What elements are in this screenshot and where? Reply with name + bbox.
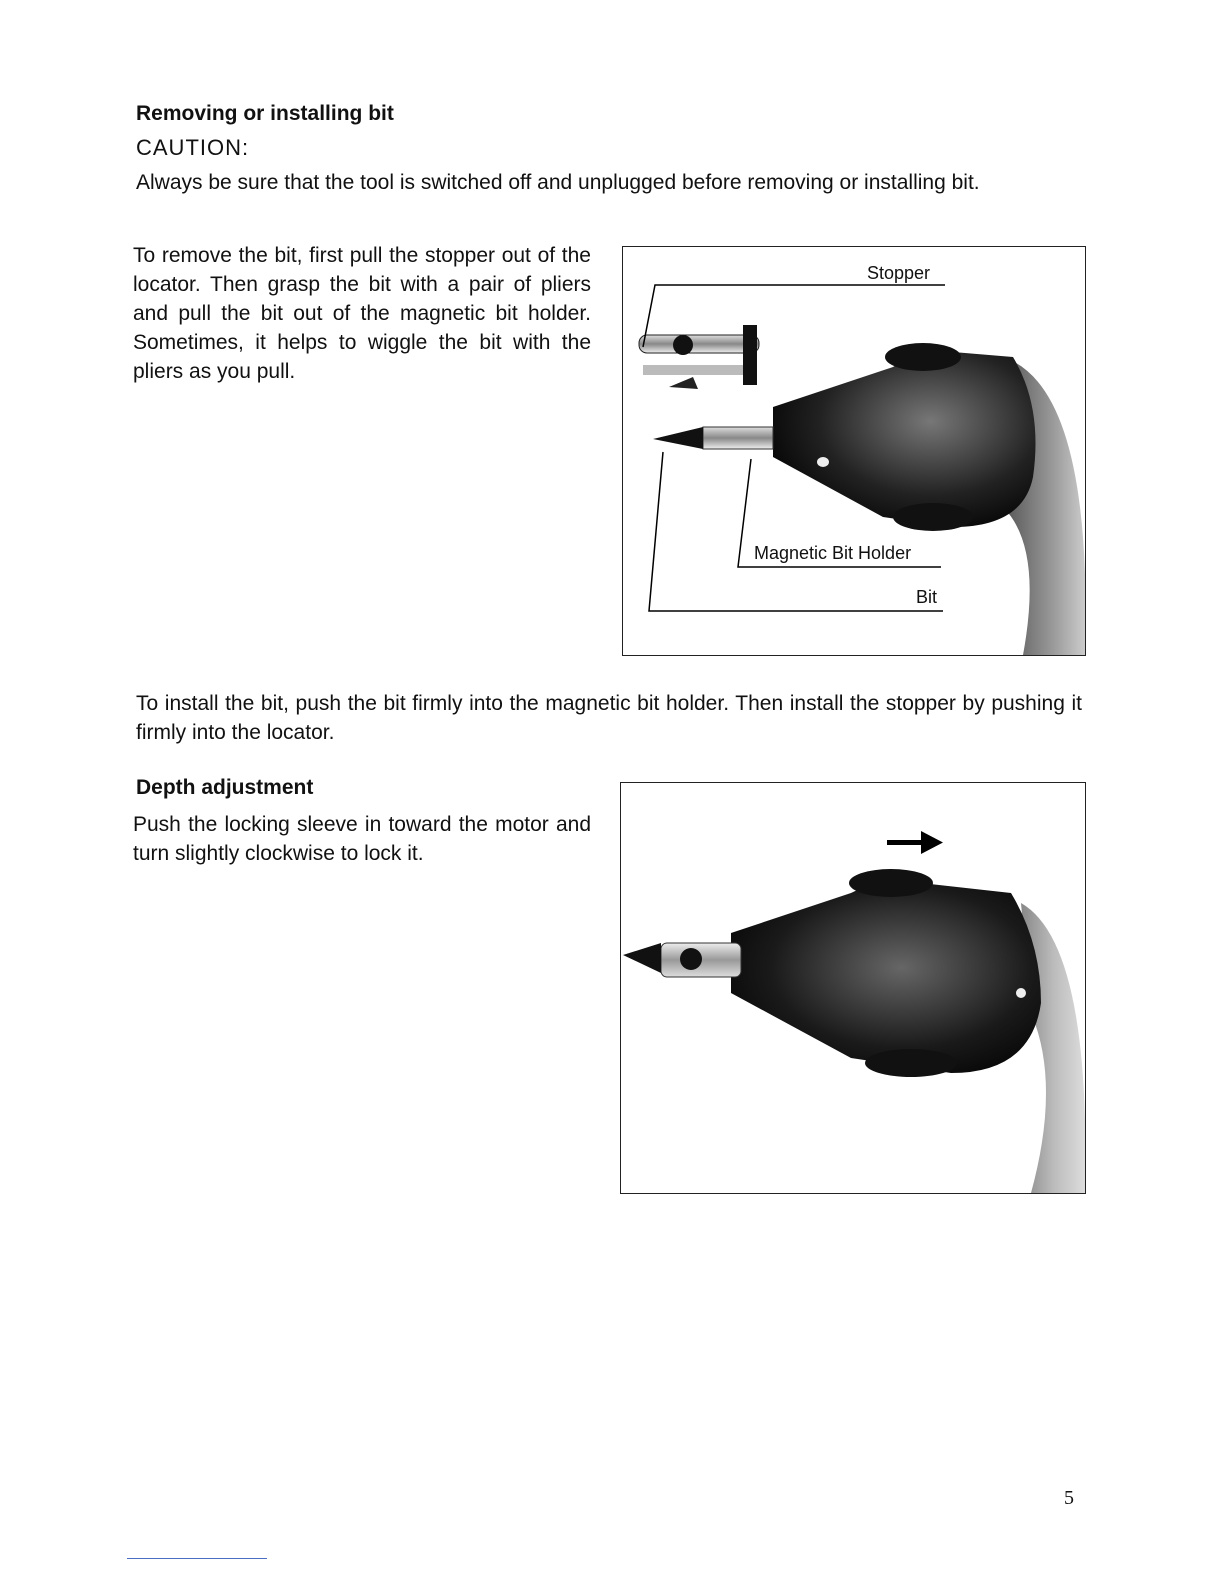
figure-bit-removal (622, 246, 1086, 656)
remove-bit-instructions: To remove the bit, first pull the stopper out of the locator. Then grasp the bit with a pair of pliers and pull the bit out of the magnetic bit holder. Sometimes, it helps to wiggle the bit with the pliers as you pull. (133, 244, 591, 383)
stopper-label: Stopper (867, 263, 931, 283)
page-number: 5 (1064, 1487, 1074, 1509)
figure-depth-adjustment (620, 782, 1086, 1194)
bit-tip (653, 427, 703, 449)
bit-removal-illustration (623, 247, 1085, 655)
chuck-assembly (773, 351, 1036, 527)
caution-label: CAUTION: (136, 135, 250, 160)
bit-label: Bit (916, 587, 938, 607)
section-heading-removing-installing: Removing or installing bit (136, 102, 394, 125)
depth-adjustment-instructions: Push the locking sleeve in toward the motor and turn slightly clockwise to lock it. (133, 813, 591, 865)
section-heading-depth-adjustment: Depth adjustment (136, 776, 314, 799)
caution-text: Always be sure that the tool is switched off and unplugged before removing or installing bit. (136, 171, 980, 194)
magnetic-bit-holder-label: Magnetic Bit Holder (754, 543, 912, 563)
install-bit-instructions: To install the bit, push the bit firmly into the magnetic bit holder. Then install the stopper by pushing it firmly into the locator. (136, 692, 1082, 744)
footer-rule (127, 1558, 267, 1559)
right-arrow-icon (887, 831, 943, 854)
magnetic-bit-holder (703, 427, 773, 449)
depth-adjustment-illustration (621, 783, 1085, 1193)
locking-sleeve (731, 882, 1041, 1073)
bit-tip (623, 943, 661, 973)
stopper-part (639, 325, 759, 389)
